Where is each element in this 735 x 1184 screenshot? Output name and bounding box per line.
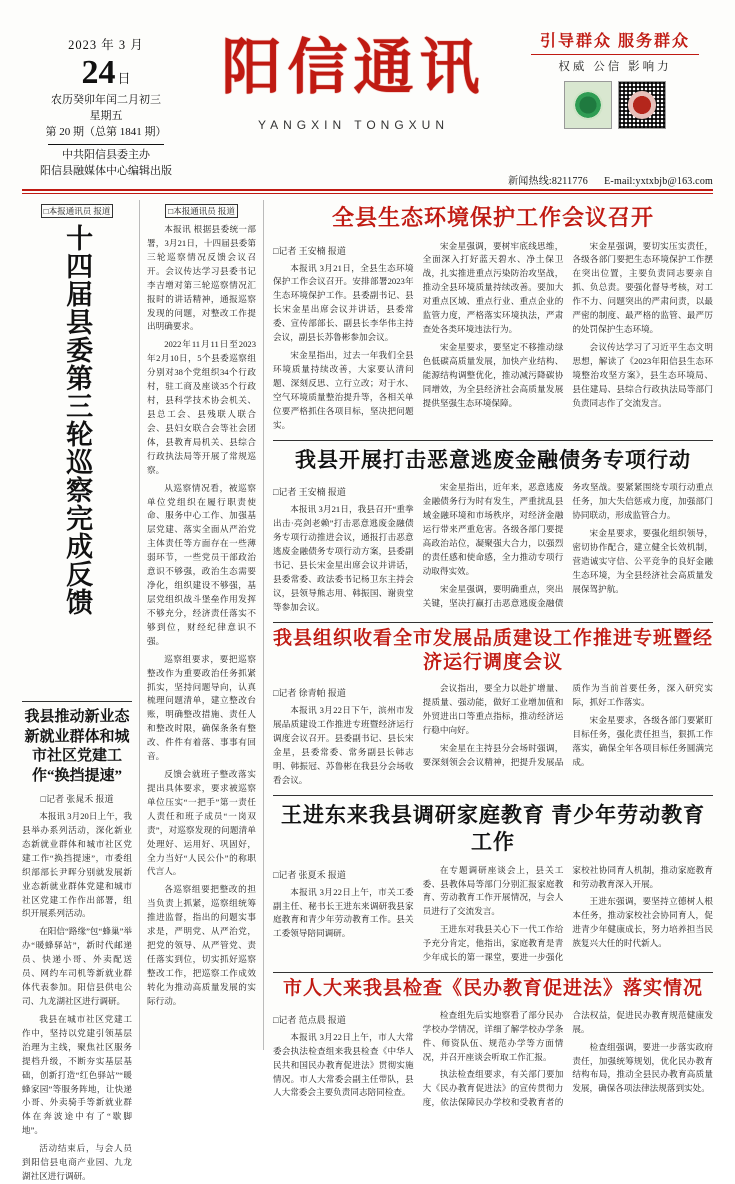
page-content: [22, 200, 714, 1182]
column-right: [264, 200, 714, 1108]
right-divider-3: [273, 795, 713, 796]
left-sub-para-1: 在阳信“路缘”包“蜂巢”举办“暖蜂驿站”，新时代邮递员、快递小哥、外卖配送员、网约车司机等新就业群体代表参加。阳信县供电公司、九龙湖社区进行调研。: [22, 926, 132, 1006]
article-finance-para-1: 宋金星指出，近年来，恶意逃废金融债务行为时有发生，严重扰乱县域金融环境和市场秩序，对经济金融运行带来严重危害。各级各部门要提高政治站位，凝聚强大合力，以强烈的责任感和使命感，全力推动专项行动取得实效。: [422, 482, 564, 576]
publication-day: [22, 55, 190, 91]
publication-date: 2023 年 3 月: [68, 38, 144, 52]
left-sub-byline: □记者 张晁禾 报道: [40, 794, 114, 804]
sponsor: 中共阳信县委主办: [62, 148, 150, 161]
article-npc-para-2: 执法检查组要求，有关部门要加大《民办教育促进法》的宣传贯彻力度，依法保障民办学校和受教育者的合法权益，促进民办教育规范健康发展。: [422, 1009, 713, 1108]
article-wang-para-0: 本报讯 3月22日上午，市关工委副主任、秘书长王进东来调研我县家庭教育和青少年劳动教育工作。县关工委领导陪同调研。: [273, 886, 414, 939]
right-divider-4: [273, 972, 713, 973]
article-npc-para-3: 检查组强调，要进一步落实政府责任，加强统筹规划，优化民办教育结构布局，推动全县民办教育高质量发展，确保各项法律法规落到实处。: [572, 1041, 713, 1094]
day-unit: 日: [117, 71, 131, 87]
masthead-rule-thin: [22, 193, 713, 194]
article-wang-body: [273, 864, 713, 965]
mid-para-0: 本报讯 根据县委统一部署，3月21日，十四届县委第三轮巡察情况反馈会议召开。会议传达学习县委书记李吉增对第三轮巡察情况汇报时的讲话精神，通报巡察发现的问题，对整改工作提出明确要求。: [147, 224, 256, 332]
article-npc-body: [273, 1009, 713, 1110]
right-divider-1: [273, 440, 713, 441]
masthead-info-left: [22, 18, 190, 180]
qr-code-row: [517, 81, 713, 129]
day-number: 24: [81, 54, 116, 92]
left-divider: [22, 701, 132, 702]
article-environment-para-5: 会议传达学习了习近平生态文明思想，解读了《2023年阳信县生态环境整治攻坚方案》，县生态环境局、县住建局、县综合行政执法局等部门负责同志作了交流发言。: [572, 341, 713, 408]
masthead-slogan-block: [517, 18, 713, 129]
issue-number: 第 20 期（总第 1841 期）: [45, 125, 167, 138]
right-divider-2: [273, 622, 713, 623]
masthead-rule-thick: [22, 189, 713, 191]
left-sub-para-0: 本报讯 3月20日上午，我县举办系列活动，深化新业态新就业群体和城市社区党建工作“换挡提速”，市委组织部部长尹晖分别就发展新业态新就业群体党建和城市社区党建工作作出部署，组织开展系列活动。: [22, 811, 132, 919]
article-quality-para-1: 会议指出，要全力以赴扩增量、提质量、强动能，做好工业增加值和外贸进出口等重点指标，推动经济运行稳中向好。: [422, 683, 564, 736]
article-quality: [273, 627, 713, 788]
article-finance-body: [273, 481, 713, 614]
article-environment-para-2: 宋金星强调，要树牢底线思维，全面深入打好蓝天碧水、净土保卫战，扎实推进重点污染防治攻坚战，推动全县环境质量持续改善。要加大对重点区域、重点行业、重点企业的监管力度，严格落实环境执法，严肃查处各类环境违法行为。: [422, 240, 564, 335]
lunar-date: 农历癸卯年闰二月初三: [51, 93, 161, 106]
mid-para-1: 2022年11月11日至2023年2月10日，5个县委巡察组分别对38个党组织34个行政村，驻工商及座谈35个行政村，县科学技术协会机关、县总工会、县残联人联合会、县妇女联合会等社会团体，县教育局机关、县综合行政执法局等开展了常规巡察。: [147, 339, 256, 475]
article-npc: [273, 977, 713, 1110]
article-wang-para-1: 在专题调研座谈会上，县关工委、县教体局等部门分别汇报家庭教育、劳动教育工作开展情况，与会人员进行了交流发言。: [422, 864, 564, 917]
paper-title: 阳信通讯: [221, 35, 486, 101]
news-hotline: 新闻热线:8211776: [508, 176, 588, 187]
article-quality-byline: □记者 徐青帕 报道: [273, 688, 346, 699]
qr-code-red-icon[interactable]: [618, 81, 666, 129]
mid-byline: [147, 204, 256, 218]
article-wang-para-3: 王进东强调，要坚持立德树人根本任务，推动家校社会协同育人，促进青少年健康成长，努力培养担当民族复兴大任的时代新人。: [572, 896, 713, 949]
article-environment-para-4: 宋金星强调，要切实压实责任，各级各部门要把生态环境保护工作摆在突出位置，主要负责同志要亲自抓、负总责。要强化督导考核，对工作不力、问题突出的严肃问责，以最严密的制度、最严格的监管、最严厉的处罚保护生态环境。: [572, 240, 713, 335]
contact-line: [508, 172, 713, 187]
article-finance-byline: □记者 王安楠 报道: [273, 487, 346, 498]
slogan-primary: 引导群众 服务群众: [539, 33, 690, 50]
article-npc-para-0: 本报讯 3月22日上午，市人大常委会执法检查组来我县检查《中华人民共和国民办教育促进法》贯彻实施情况。市人大常委会副主任带队，县人大常委会主要负责同志陪同检查。: [273, 1031, 414, 1098]
column-left: [22, 200, 140, 1182]
slogan-divider: [531, 54, 699, 55]
mid-para-5: 各巡察组要把整改的担当负责上抓紧，巡察组统筹推进监督，指出的问题实事求是，严明党、从严治党，把党的领导、从严管党、责任落实到位，切实抓好巡察整改工作，把巡察工作成效转化为推动高质量发展的实际行动。: [147, 884, 256, 1006]
masthead-divider: [48, 144, 164, 145]
mid-byline-text: □本报通讯员 报道: [165, 204, 238, 218]
article-environment-para-3: 宋金星要求，要坚定不移推动绿色低碳高质量发展，加快产业结构、能源结构调整优化，推动减污降碳协同增效，为全县经济社会高质量发展提供坚强生态环境保障。: [422, 341, 564, 408]
article-finance-para-2: 宋金星强调，要明确重点，突出关键，坚决打赢打击恶意逃废金融债务攻坚战。要紧紧围绕专项行动重点任务，加大失信惩戒力度，加强部门协同联动，形成监管合力。: [422, 482, 713, 608]
weekday: 星期五: [89, 109, 123, 122]
article-wang-para-2: 王进东对我县关心下一代工作给予充分肯定，他指出，家庭教育是青少年成长的第一课堂，要进一步强化家校社协同育人机制，推动家庭教育和劳动教育深入开展。: [422, 864, 713, 963]
article-quality-para-0: 本报讯 3月22日下午，滨州市发展品质建设工作推进专班暨经济运行调度会议召开。县委副书记、县长宋金星，县委常委、常务副县长韩志明、韩振冠、苏鲁彬在我县分会场收看会议。: [273, 705, 414, 785]
publisher: 阳信县融媒体中心编辑出版: [40, 164, 172, 177]
article-environment-para-0: 本报讯 3月21日，全县生态环境保护工作会议召开。安排部署2023年生态环境保护工作。县委副书记、县长宋金星出席会议并讲话，县委常委、宣传部部长、副县长李华伟主持会议，副县长苏鲁彬参加会议。: [273, 262, 414, 343]
article-finance: [273, 447, 713, 615]
left-sub-para-2: 我县在城市社区党建工作中，坚持以党建引领基层治理为主线，聚焦社区服务提档升级，不断夯实基层基础，创新打造“红色驿站”“暖蜂家园”等服务阵地，让快递小哥、外卖骑手等新就业群体在奔波途中有了“歇脚地”。: [22, 1013, 132, 1136]
left-lead-byline: [22, 204, 132, 218]
article-npc-para-1: 检查组先后实地察看了部分民办学校办学情况，详细了解学校办学条件、师资队伍、规范办学等方面情况，并召开座谈会听取工作汇报。: [422, 1009, 564, 1062]
left-lead-byline-text: □本报通讯员 报道: [41, 204, 114, 218]
article-quality-body: [273, 682, 713, 788]
article-finance-para-0: 本报讯 3月21日，我县召开“重拳出击·亮剑老赖”打击恶意逃废金融债务专项行动推进会议，通报打击恶意逃废金融债务专项行动方案，县委副书记、县长宋金星出席会议并讲话，县委常委、政法委书记杨卫东主持会议，县领导熊志用、韩振国、谢贵堂等参加会议。: [273, 504, 414, 612]
article-wang: [273, 802, 713, 965]
masthead-title-block: [190, 18, 517, 132]
email-address: E-mail:yxtxbjb@163.com: [604, 176, 713, 187]
article-environment-headline: 全县生态环境保护工作会议召开: [331, 205, 654, 230]
article-quality-para-2: 宋金星在主持县分会场时强调，要深刻领会会议精神，把提升发展品质作为当前首要任务，深入研究实际，抓好工作落实。: [422, 683, 713, 767]
mid-para-3: 巡察组要求，要把巡察整改作为重要政治任务抓紧抓实，坚持问题导向，认真梳理问题清单，建立整改台账，明确整改措施、责任人和整改时限，确保条条有整改、件件有着落、事事有回音。: [147, 653, 256, 762]
slogan-secondary: 权威 公信 影响力: [558, 61, 672, 73]
article-environment-byline: □记者 王安楠 报道: [273, 245, 346, 256]
qr-code-green-icon[interactable]: [564, 81, 612, 129]
mid-para-2: 从巡察情况看，被巡察单位党组织在履行职责使命、服务中心工作、加强基层党建、落实全面从严治党主体责任等方面存在一些薄弱环节，一些党员干部政治意识不够强，政治生态需要净化，组织建设不够强，基层党组织战斗堡垒作用发挥不够充分，经济责任落实不够到位，财经纪律意识不强。: [147, 482, 256, 646]
article-environment-body: [273, 240, 713, 433]
left-sub-headline: 我县推动新业态新就业群体和城市社区党建工作“换挡提速”: [24, 709, 130, 784]
masthead: [22, 18, 713, 177]
left-headline: 十四届县委第三轮巡察完成反馈: [62, 224, 93, 616]
article-wang-headline: 王进东来我县调研家庭教育 青少年劳动教育工作: [280, 802, 706, 854]
mid-para-4: 反馈会就班子整改落实提出具体要求，要求被巡察单位压实“一把手”第一责任人责任和班子成员“一岗双责”，对巡察发现的问题清单处理好、运用好、巩固好，全力当好“人民公仆”的称职代言人。: [147, 769, 256, 877]
article-npc-byline: □记者 范点晨 报道: [273, 1014, 346, 1025]
column-mid: [140, 200, 264, 1050]
left-sub-para-3: 活动结束后，与会人员到阳信县电商产业园、九龙湖社区进行调研。: [22, 1143, 132, 1182]
article-quality-para-3: 宋金星要求，各级各部门要紧盯目标任务，强化责任担当，狠抓工作落实，确保全年各项目标任务圆满完成。: [572, 715, 713, 767]
article-finance-headline: 我县开展打击恶意逃废金融债务专项行动: [295, 447, 691, 472]
article-wang-byline: □记者 张夏禾 报道: [273, 869, 346, 880]
article-environment-para-1: 宋金星指出，过去一年我们全县环境质量持续改善，大家要认清问题、深刻反思、立行立改；对于水、空气环境质量整治提升等，各相关单位要严格抓住各项目标，坚决把问题实。: [273, 350, 414, 430]
paper-pinyin: YANGXIN TONGXUN: [257, 118, 450, 132]
article-quality-headline: 我县组织收看全市发展品质建设工作推进专班暨经济运行调度会议: [273, 627, 714, 673]
article-environment: [273, 204, 713, 433]
article-npc-headline: 市人大来我县检查《民办教育促进法》落实情况: [282, 978, 703, 1000]
article-finance-para-3: 宋金星要求，要强化组织领导，密切协作配合，建立健全长效机制，营造诚实守信、公平竞争的良好金融生态环境，为全县经济社会高质量发展保驾护航。: [572, 528, 713, 594]
